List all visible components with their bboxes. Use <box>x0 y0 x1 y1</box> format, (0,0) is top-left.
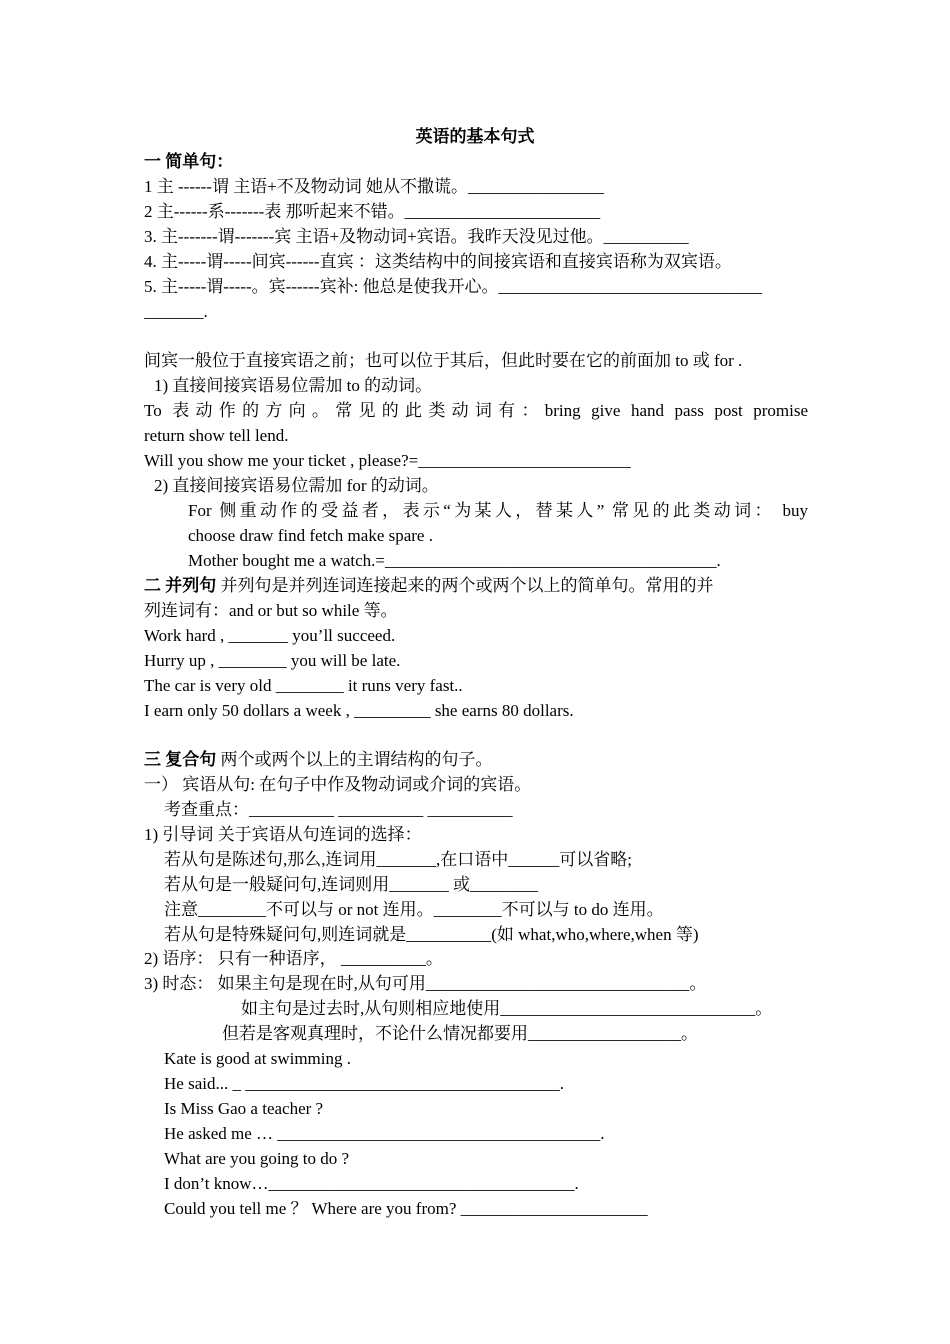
for-verbs-list: choose draw find fetch make spare . <box>188 526 433 545</box>
simple-pattern-2: 2 主------系-------表 那听起来不错。_______________________ <box>144 202 601 221</box>
compound-sentence-intro <box>144 573 808 598</box>
to-verbs-item: 1) 直接间接宾语易位需加 to 的动词。 <box>154 376 433 395</box>
to-verbs-list: return show tell lend. <box>144 426 289 445</box>
connective-rule-1: 若从句是陈述句,那么,连词用_______,在口语中______可以省略; <box>164 850 632 869</box>
connective-rule-4: 若从句是特殊疑问句,则连词就是__________(如 what,who,where,when 等) <box>164 925 699 944</box>
section-heading-compound: 二 并列句 <box>144 576 217 595</box>
simple-pattern-4: 4. 主-----谓-----间宾------直宾 ：这类结构中的间接宾语和直接宾语称为双宾语。 <box>144 252 732 271</box>
simple-pattern-3: 3. 主-------谓-------宾 主语+及物动词+宾语。我昨天没见过他。__________ <box>144 227 689 246</box>
for-verbs-desc: For 侧重动作的受益者，表示“为某人，替某人” 常见的此类动词： buy <box>188 501 808 520</box>
page-title: 英语的基本句式 <box>415 127 535 146</box>
exercise-sentence-4: Could you tell me ？ Where are you from? ______________________ <box>164 1199 648 1218</box>
complex-desc: 两个或两个以上的主谓结构的句子。 <box>216 750 493 769</box>
section-heading-simple: 一 简单句： <box>144 152 234 171</box>
word-order-rule: 2) 语序： 只有一种语序， __________。 <box>144 949 443 968</box>
to-verbs-example: Will you show me your ticket , please?=_________________________ <box>144 451 631 470</box>
for-verbs-item: 2) 直接间接宾语易位需加 for 的动词。 <box>154 476 439 495</box>
exercise-answer-2: He asked me … ______________________________________. <box>164 1124 605 1143</box>
compound-desc: 并列句是并列连词连接起来的两个或两个以上的简单句。常用的并 <box>216 576 714 595</box>
for-verbs-example: Mother bought me a watch.=_______________________________________. <box>188 551 721 570</box>
exercise-answer-1: He said... _ _____________________________________. <box>164 1074 564 1093</box>
to-verbs-desc: To 表动作的方向。常见的此类动词有：bring give hand pass post promise <box>144 401 808 420</box>
compound-example-4: I earn only 50 dollars a week , _________ she earns 80 dollars. <box>144 701 574 720</box>
exercise-sentence-3: What are you going to do ? <box>164 1149 350 1168</box>
compound-example-1: Work hard , _______ you’ll succeed. <box>144 626 396 645</box>
object-clause-heading: 一） 宾语从句: 在句子中作及物动词或介词的宾语。 <box>144 775 532 794</box>
complex-sentence-intro <box>144 747 808 772</box>
tense-rule-1: 3) 时态： 如果主句是现在时,从句可用_______________________________。 <box>144 974 707 993</box>
exercise-sentence-1: Kate is good at swimming . <box>164 1049 351 1068</box>
simple-pattern-1: 1 主 ------谓 主语+不及物动词 她从不撒谎。________________ <box>144 177 605 196</box>
compound-example-3: The car is very old ________ it runs very fast.. <box>144 676 463 695</box>
tense-rule-3: 但若是客观真理时，不论什么情况都要用__________________。 <box>222 1024 698 1043</box>
compound-conjunctions: 列连词有：and or but so while 等。 <box>144 601 398 620</box>
simple-pattern-5: 5. 主-----谓-----。宾------宾补: 他总是使我开心。_______________________________ <box>144 277 763 296</box>
simple-pattern-5-cont: _______. <box>144 302 208 321</box>
compound-example-2: Hurry up , ________ you will be late. <box>144 651 401 670</box>
connective-rule-2: 若从句是一般疑问句,连词则用_______ 或________ <box>164 875 538 894</box>
exercise-sentence-2: Is Miss Gao a teacher ? <box>164 1099 324 1118</box>
connectives-heading: 1) 引导词 关于宾语从句连词的选择： <box>144 825 422 844</box>
key-points: 考查重点：__________ __________ __________ <box>164 800 513 819</box>
exercise-answer-3: I don’t know…____________________________________. <box>164 1174 579 1193</box>
tense-rule-2: 如主句是过去时,从句则相应地使用______________________________。 <box>241 999 773 1018</box>
connective-rule-3: 注意________不可以与 or not 连用。________不可以与 to do 连用。 <box>164 900 664 919</box>
indirect-object-note: 间宾一般位于直接宾语之前；也可以位于其后，但此时要在它的前面加 to 或 for . <box>144 351 743 370</box>
section-heading-complex: 三 复合句 <box>144 750 217 769</box>
